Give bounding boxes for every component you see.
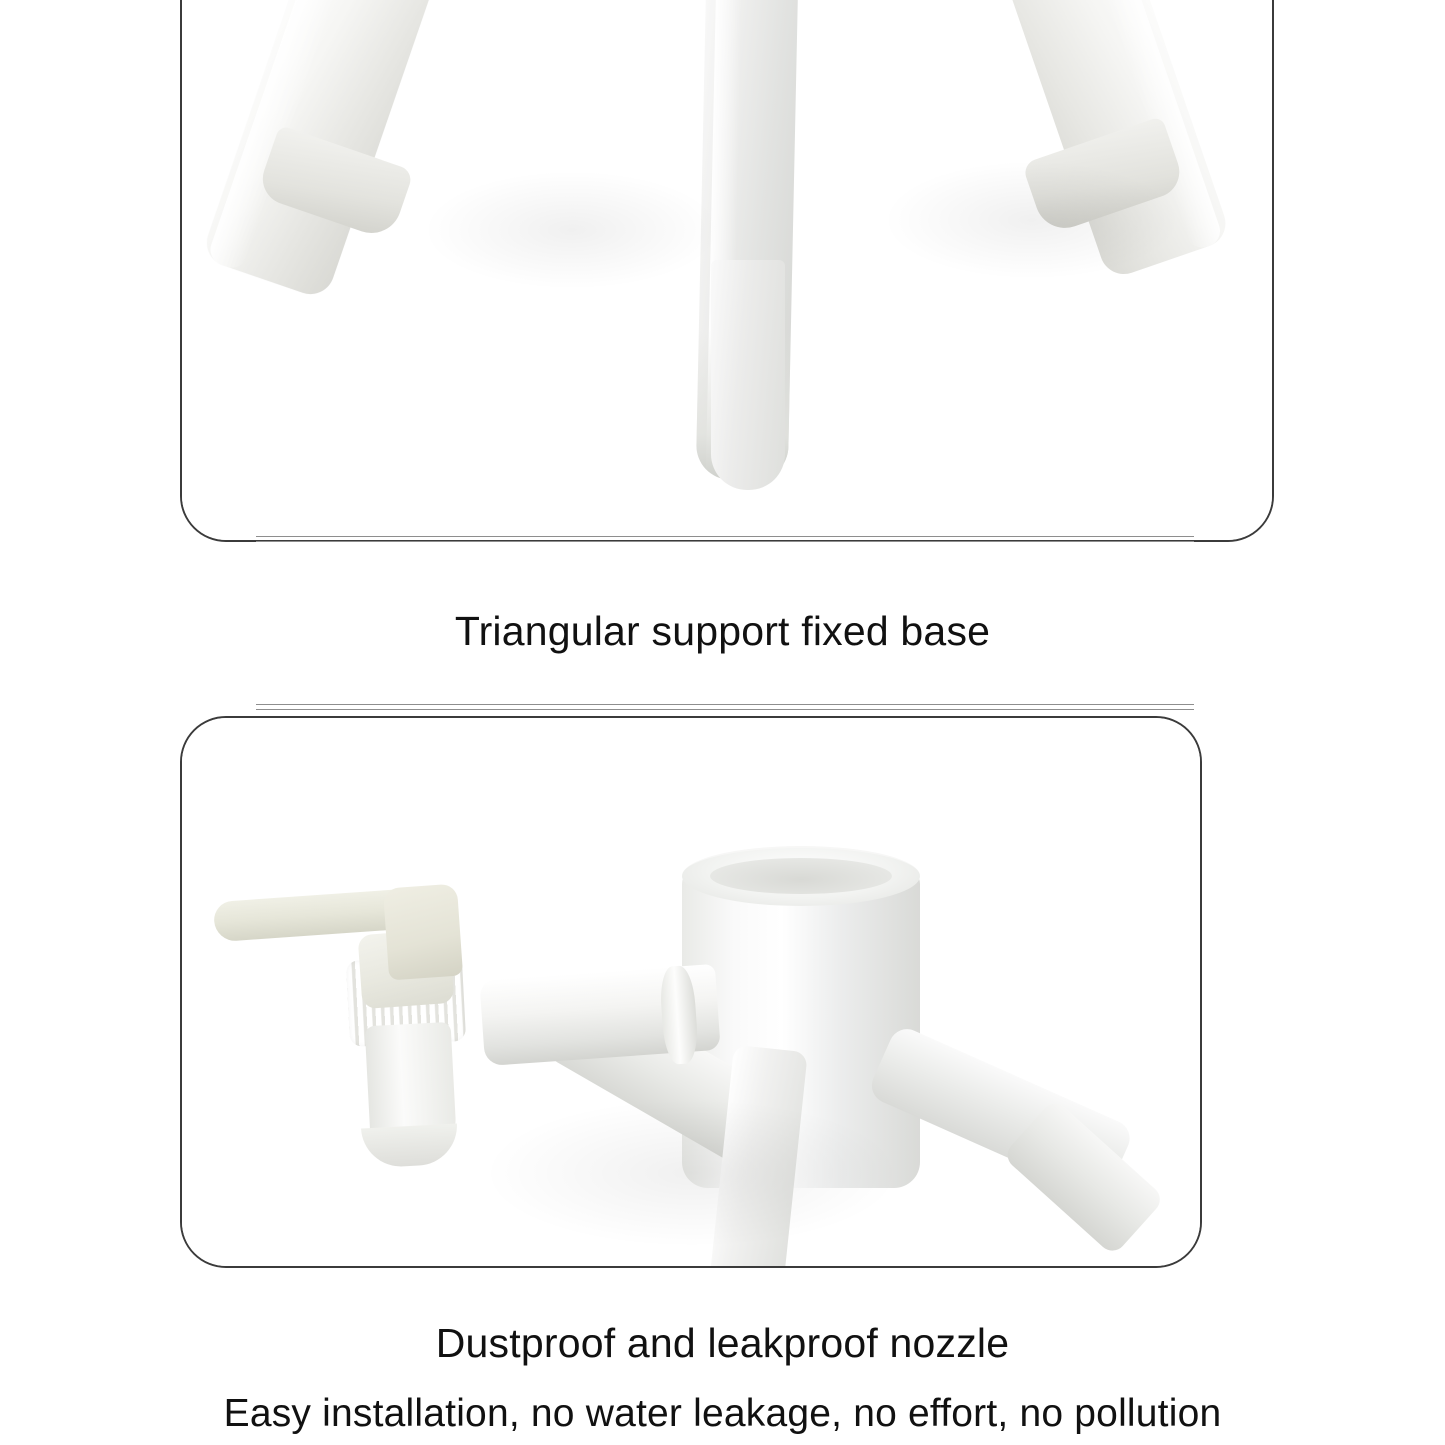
photo-nozzle bbox=[182, 718, 1200, 1266]
photo-triangular-base bbox=[182, 0, 1272, 540]
shadow-left bbox=[422, 170, 722, 290]
divider-above-caption-1 bbox=[256, 536, 1194, 543]
divider-line bbox=[256, 709, 1194, 710]
caption-nozzle: Dustproof and leakproof nozzle bbox=[435, 1320, 1010, 1366]
footer-benefits-text: Easy installation, no water leakage, no effort, no pollution bbox=[223, 1392, 1222, 1435]
nozzle-outlet-lip bbox=[361, 1124, 459, 1169]
nozzle-hub-bore bbox=[710, 858, 892, 894]
panel-triangular-base bbox=[180, 0, 1274, 542]
caption-triangular-base: Triangular support fixed base bbox=[454, 608, 991, 654]
base-leg-center-lower bbox=[711, 260, 785, 490]
divider-line bbox=[256, 704, 1194, 705]
divider-line bbox=[256, 536, 1194, 537]
divider-line bbox=[256, 541, 1194, 542]
nozzle-lever-pivot bbox=[383, 884, 463, 981]
panel-nozzle bbox=[180, 716, 1202, 1268]
divider-above-panel-2 bbox=[256, 704, 1194, 711]
